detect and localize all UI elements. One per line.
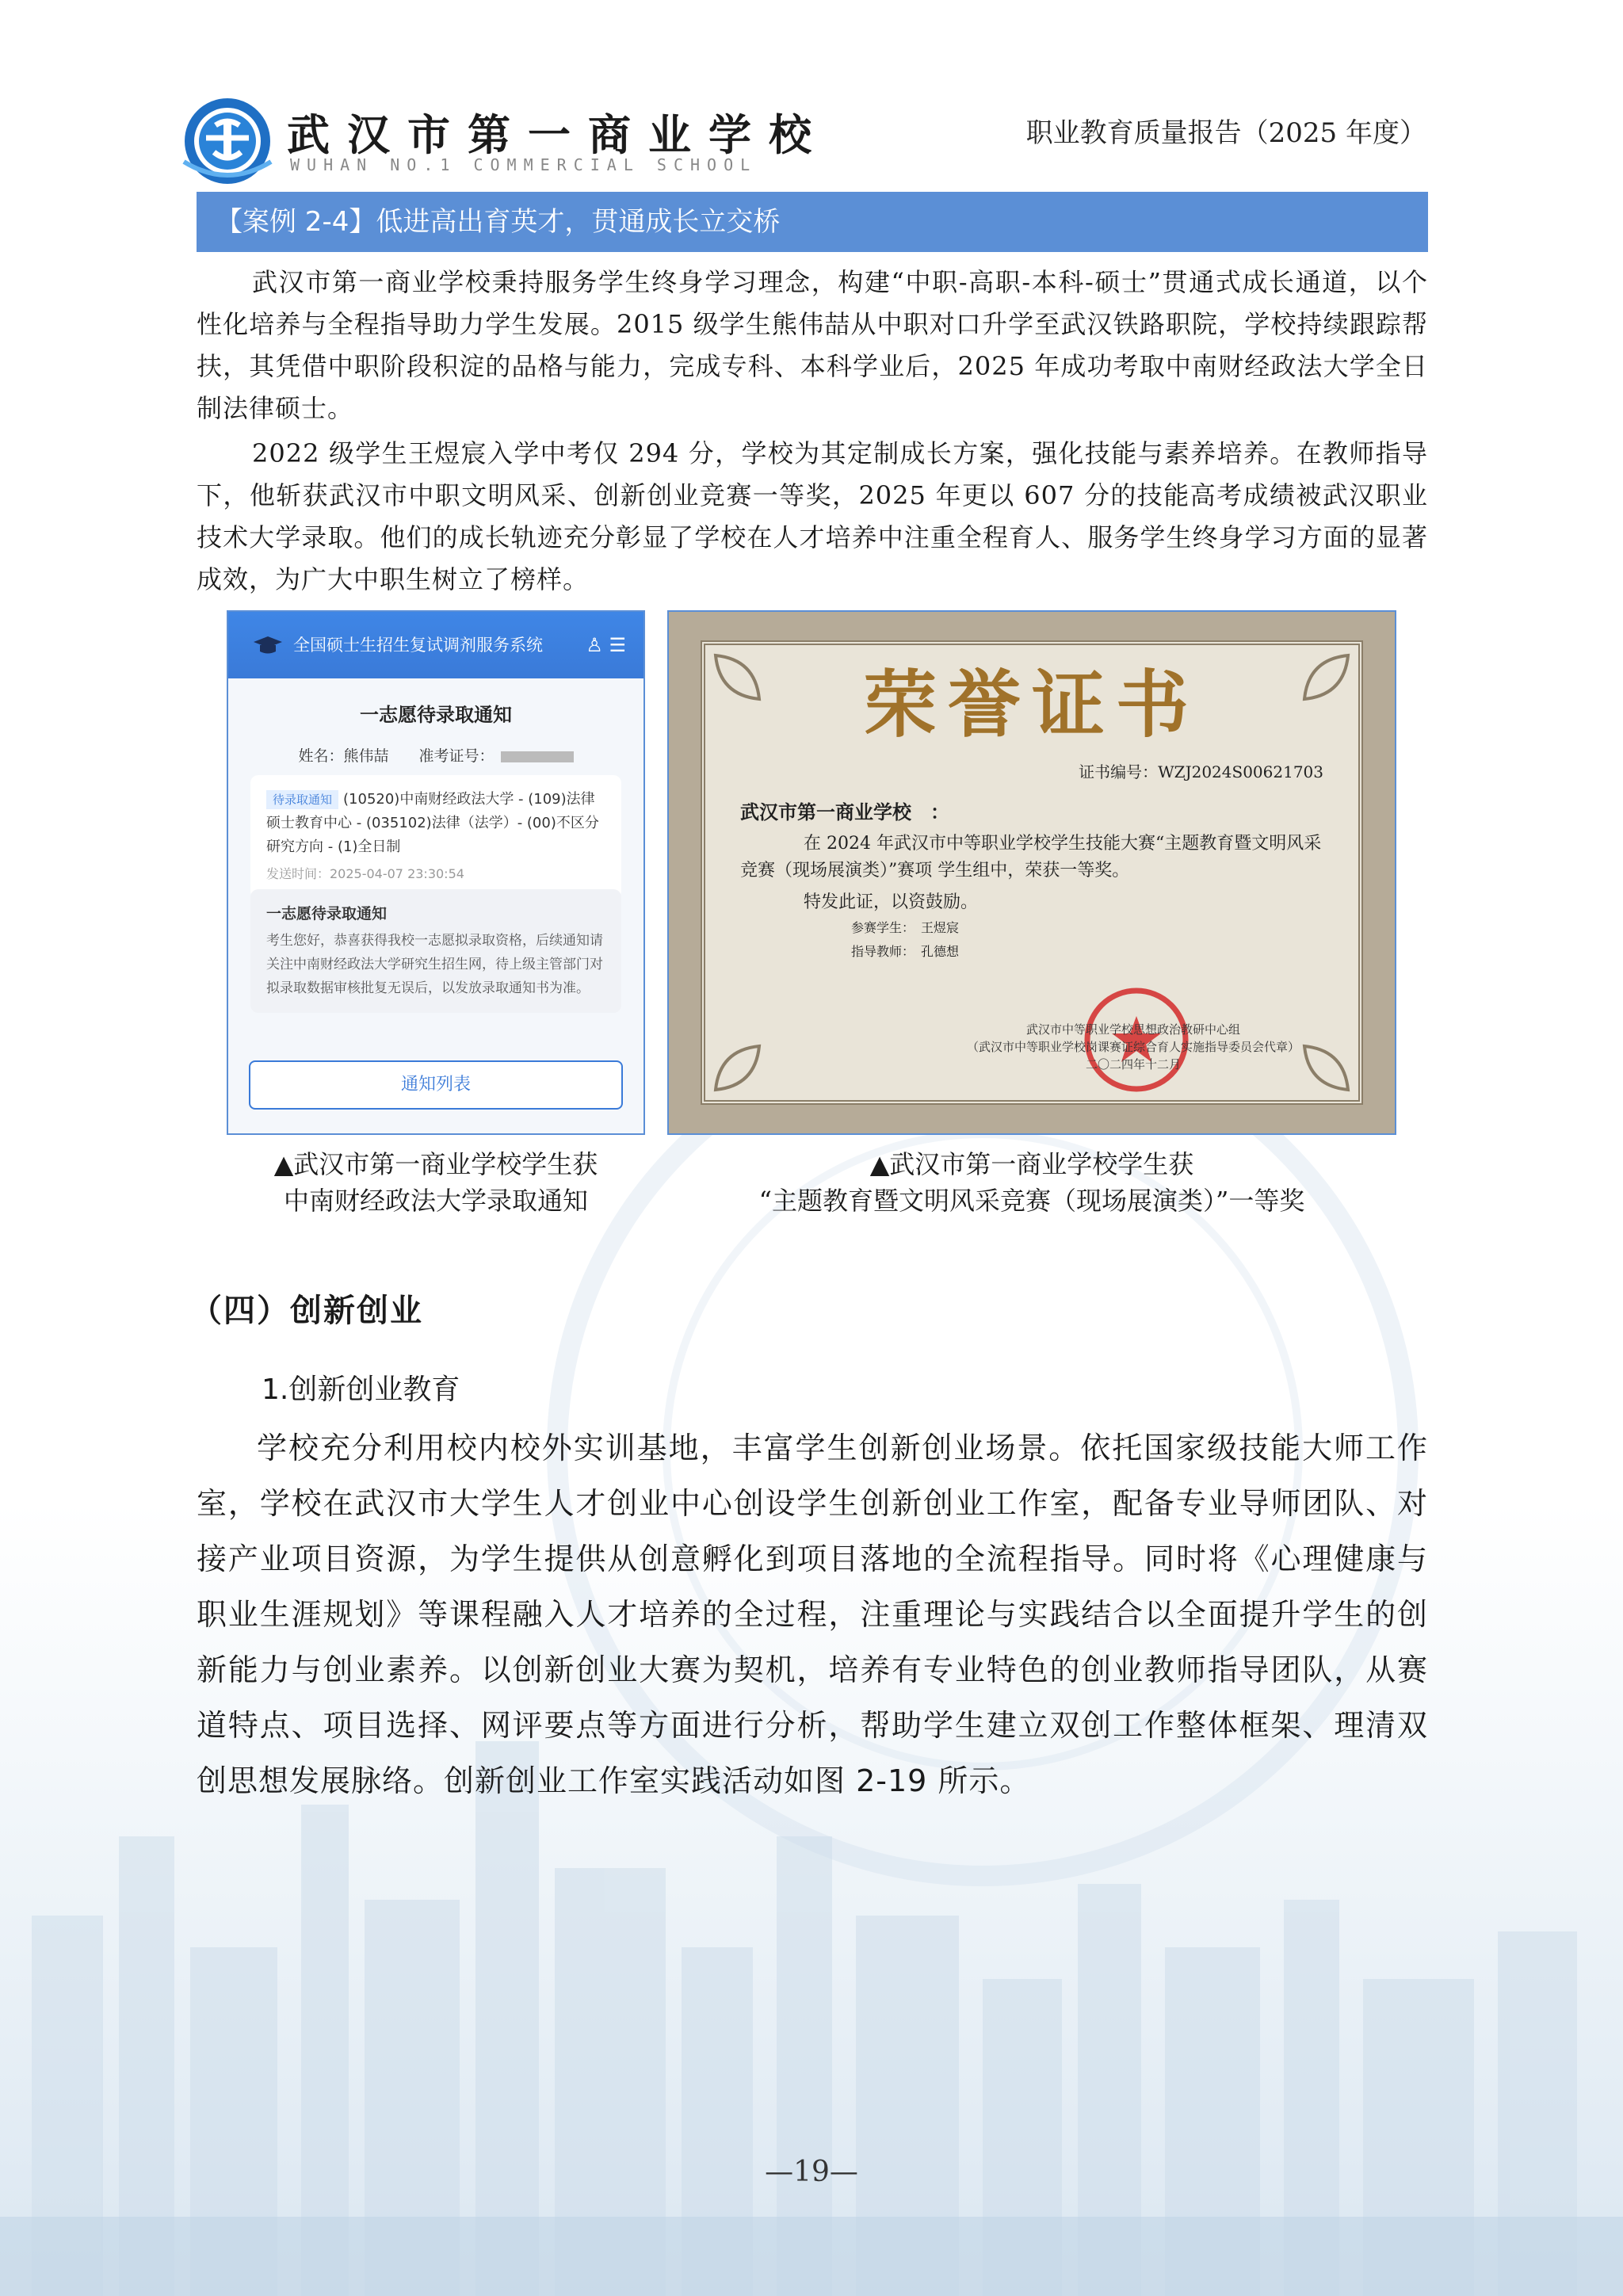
certificate-title: 荣誉证书 [863,662,1200,747]
note-title: 一志愿待录取通知 [266,905,388,923]
report-title: 职业教育质量报告（2025 年度） [1025,117,1426,149]
school-logo-icon [176,94,279,187]
user-menu-icons: ♙ ☰ [586,634,626,656]
notice-heading-card [250,691,621,766]
notice-heading: 一志愿待录取通知 [360,704,512,726]
caption-left: ▲武汉市第一商业学校学生获 中南财经政法大学录取通知 [273,1149,598,1216]
certificate-body: 在 2024 年武汉市中等职业学校学生技能大赛“主题教育暨文明风采竞赛（现场展演类）”赛项 学生组中，荣获一等奖。 [740,834,1322,881]
school-name-en: WUHAN NO.1 COMMERCIAL SCHOOL [290,155,758,174]
sub-heading: 1.创新创业教育 [262,1373,460,1406]
caption-right: ▲武汉市第一商业学校学生获 “主题教育暨文明风采竞赛（现场展演类）”一等奖 [758,1149,1305,1216]
admission-info: (10520)中南财经政法大学 - (109)法律硕士教育中心 - (035102)法律（法学）- (00)不区分研究方向 - (1)全日制 [266,791,599,855]
notice-list-button: 通知列表 [249,1060,623,1110]
certificate-number: 证书编号：WZJ2024S00621703 [1079,762,1323,781]
certificate-text [740,799,1323,964]
blurred-id [501,751,574,762]
admission-notice-screenshot [227,610,645,1135]
graduation-cap-icon [252,636,284,655]
app-header [228,612,643,678]
certificate-encourage: 特发此证，以资鼓励。 [804,892,979,912]
certificate-student: 参赛学生： 王煜宸 [851,920,960,935]
notice-note-card [250,889,621,1013]
certificate-school: 武汉市第一商业学校 ： [740,800,949,823]
case-paragraph-2: 2022 级学生王煜宸入学中考仅 294 分，学校为其定制成长方案，强化技能与素养培养。在教师指导下，他斩获武汉市中职文明风采、创新创业竞赛一等奖，2025 年更以 607 分的技能高考成绩被武汉职业技术大学录取。他们的成长轨迹充分彰显了学校在人才培养中注重全程育人、服务学生终身学习方面的显著成效，为广大中职生树立了榜样。 [197,438,1428,594]
status-badge: 待录取通知 [266,790,338,809]
note-body: 考生您好，恭喜获得我校一志愿拟录取资格，后续通知请关注中南财经政法大学研究生招生网，待上级主管部门对拟录取数据审核批复无误后，以发放录取通知书为准。 [266,933,603,996]
app-title: 全国硕士生招生复试调剂服务系统 [293,636,543,655]
honor-certificate-image [667,610,1396,1135]
case-banner: 【案例 2-4】低进高出育英才，贯通成长立交桥 [197,192,1428,252]
section-heading: （四）创新创业 [190,1293,423,1329]
page-number: —19— [765,2156,858,2188]
ornament-icon [712,1007,799,1094]
case-paragraph-1: 武汉市第一商业学校秉持服务学生终身学习理念，构建“中职-高职-本科-硕士”贯通式成长通道，以个性化培养与全程指导助力学生发展。2015 级学生熊伟喆从中职对口升学至武汉铁路职院，学校持续跟踪帮扶，其凭借中职阶段积淀的品格与能力，完成专科、本科学业后，2025 年成功考取中南财经政法大学全日制法律硕士。 [197,267,1428,423]
send-time: 发送时间：2025-04-07 23:30:54 [266,866,464,881]
school-name-cn: 武汉市第一商业学校 [287,109,829,160]
section-paragraph: 学校充分利用校内校外实训基地，丰富学生创新创业场景。依托国家级技能大师工作室，学校在武汉市大学生人才创业中心创设学生创新创业工作室，配备专业导师团队、对接产业项目资源，为学生提供从创意孵化到项目落地的全流程指导。同时将《心理健康与职业生涯规划》等课程融入人才培养的全过程，注重理论与实践结合以全面提升学生的创新能力与创业素养。以创新创业大赛为契机，培养有专业特色的创业教师指导团队，从赛道特点、项目选择、网评要点等方面进行分析，帮助学生建立双创工作整体框架、理清双创思想发展脉络。创新创业工作室实践活动如图 2-19 所示。 [197,1431,1428,1798]
candidate-line: 姓名：熊伟喆 准考证号： [250,744,621,766]
certificate-issuer: 武汉市中等职业学校思想政治教研中心组 （武汉市中等职业学校岗课赛证综合育人实施指导委员会代章） 二〇二四年十二月 [966,1022,1300,1072]
certificate-teacher: 指导教师： 孔德想 [851,944,960,959]
notice-info-card [250,775,621,899]
